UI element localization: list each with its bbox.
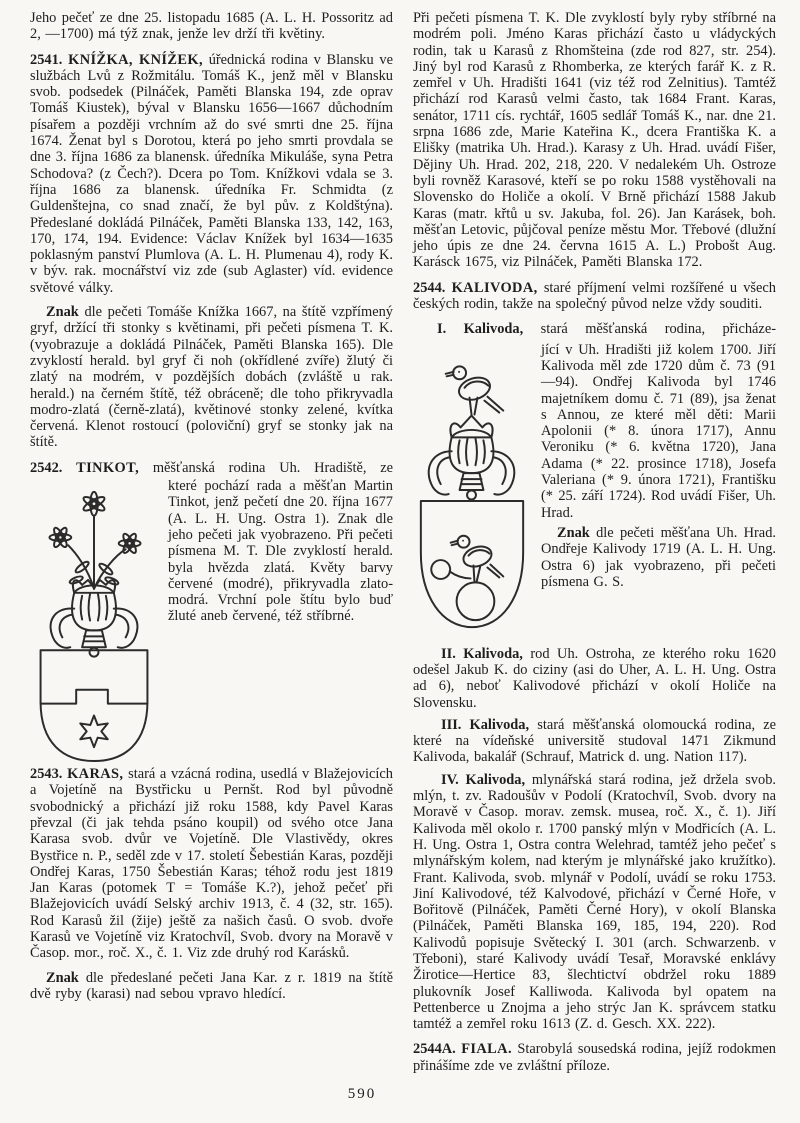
kalivoda-4 xyxy=(413,772,776,1033)
branch-body: jící v Uh. Hradišti již kolem 1700. Jiří Kalivoda měl zde 1720 dům č. 73 (91—94). Ondřej Kalivoda byl 1746 majetníkem domu č. 71 (89), jsa ženat s Annou, ze které měl děti: Marii Apolonii (* 8. února 1717), Annu Veroniku (* 6. května 1720), Jana Adama (* 22. prosince 1718), Josefa Valeriana (* 9. února 1721), Františku (* 25. září 1724). Rod uvádí Fišer, Uh. Hrad. xyxy=(541,341,776,521)
kalivoda-3 xyxy=(413,717,776,766)
znak-label: Znak xyxy=(46,969,79,986)
family-name: KARAS, xyxy=(67,766,124,783)
entry-2542-heading xyxy=(30,460,393,476)
entry-body: úřednická rodina v Blansku ve službách Lvů z Rožmitálu. Tomáš K., jenž měl v Blansku svob. podsedek (Pilnáček, Paměti Blanska 194, zde oprav Tomáš Kiustek), býval v Blansku 1656—1667 důchodním písařem a později vrchním až do své smrti dne 25. října 1674. Ženat byl s Dorotou, která po jeho smrti provdala se dne 3. října 1686 za blanensk. úředníka Mikuláše, syna Petra Schodova? (z Čech?). Dcera po Tom. Knížkovi vdala se 3. října 1686 za blanensk. úředníka Fr. Schmidta (z Guldenštejna, co snad značí, že byl pův. z Koldštýna). Předeslané dokládá Pilnáček, Paměti Blanska 133, 142, 163, 170, 174, 194. Evidence: Václav Knížek byl 1634—1635 poklasným panství Plumlova (A. L. H. Plumenau 4), rody K. v býv. rak. mocnářství viz zde (sub Aglaster) víd. evidence světové války. xyxy=(30,51,393,296)
znak-body: dle předeslané pečeti Jana Kar. z r. 1819 na štítě dvě ryby (karasi) nad sebou vpravo hledící. xyxy=(30,969,393,1002)
entry-number: 2544. xyxy=(413,279,446,296)
branch-lead: stará měšťanská rodina, přicháze- xyxy=(540,321,776,338)
entry-body: staré příjmení velmi rozšířené u všech českých rodin, takže na společný původ nelze vždy souditi. xyxy=(413,279,776,313)
kalivoda-2 xyxy=(413,646,776,711)
branch-body: mlynářská stará rodina, jež držela svob. mlýn, t. zv. Radoušův v Podolí (Kratochvíl, Svob. dvory na Moravě v Časop. morav. zemsk. musea, roč. X., č. 1). Jiří Kalivoda měl okolo r. 1700 panský mlýn v Modřicích (A. L. H. Ung. Ostra 1, Ostra contra Welehrad, tamtéž jeho pečeť s mlynářským kolem, nad kterým je mlynářské jako kružítko). Frant. Kalivoda, svob. mlynář v Podolí, uvádí se roku 1753. Jiní Kalivodové, též Kalvodové, přichází v Černé Hoře, v Bořitově (Pilnáček, Paměti Černé Hory), v okolí Blanska (Pilnáček, Paměti Blanska 169, 185, 194, 220). Rod Kalivodů popisuje Světecký I. 301 (arch. Schwarzenb. v Třeboni), staré Kalivody uvádí Tesař, Moravské enklávy Žirotice—Hertice 83, šlechtictví obdržel roku 1889 plukovník Josef Kalliwoda. Kalivoda byl opatem na Pettenberce u Znojma a jeho strýc Jan K. správcem statku tamtéž a zemřel roku 1613 (Z. d. Gesch. XX. 222). xyxy=(413,771,776,1033)
entry-body: stará a vzácná rodina, usedlá v Blažejovicích a Vojetíně na Bystřicku u Pernšt. Rod byl původně svobodnický a přichází již roku 1588, kdy Pavel Karas převzal (či jak tehda psáno koupil) od svého otce Jana Karasa svob. dvůr ve Vojetíně. Dle Vlastivědy, okres Bystřice n. P., seděl zde v 17. století Šebestián Karas, později Ondřej Karas, 1750 Šebestián Karas; téhož rodu jest 1819 Jan Karas (potomek T = Tomáše K.?), jehož pečeť při Blažejovicích uvádí Selský archiv 1913, č. 4 (32, str. 165). Rod Karasů žil (žije) ještě za našich časů. O svob. dvoře Karasů ve Vojetíně viz Kratochvíl, Svob. dvory na Moravě v Časop. mor., roč. X., č. 1. Viz zde druhý rod Karásků. xyxy=(30,766,393,962)
family-name: FIALA. xyxy=(461,1041,512,1058)
znak-body: dle pečeti měšťana Uh. Hrad. Ondřeje Kalivody 1719 (A. L. H. Ung. Ostra 6) jak vyobrazeno, při pečeti písmena G. S. xyxy=(541,524,776,590)
branch-body: stará měšťanská olomoucká rodina, ze které na vídeňské universitě studoval 1471 Zikmund Kalivoda, bakalář (Schrauf, Matrick d. ung. Nation 117). xyxy=(413,716,776,766)
entry-body: Starobylá sousedská rodina, jejíž rodokmen přinášíme zde ve zvláštní příloze. xyxy=(413,1041,776,1074)
znak-label: Znak xyxy=(46,304,79,321)
kalivoda-1-body xyxy=(413,342,776,590)
znak-paragraph-2543 xyxy=(30,970,393,1003)
left-column xyxy=(30,10,393,1074)
branch-label: III. Kalivoda, xyxy=(441,716,530,733)
family-name: KNÍŽKA, KNÍŽEK, xyxy=(68,51,203,68)
page-number: 590 xyxy=(347,1086,377,1102)
family-name: KALIVODA, xyxy=(451,279,538,296)
znak-label: Znak xyxy=(557,524,590,541)
entry-number: 2543. xyxy=(30,766,63,783)
entry-2544a xyxy=(413,1041,776,1074)
entry-number: 2544A. xyxy=(413,1041,456,1058)
branch-body: rod Uh. Ostroha, ze kterého roku 1620 odešel Jakub K. do ciziny (asi do Uher, A. L. H. Ung. Ostra ad 6), neboť Kalivodové přichází v okolí Holiče na Slovensku. xyxy=(413,645,776,711)
family-name: TINKOT, xyxy=(76,459,140,476)
entry-number: 2542. xyxy=(30,459,63,476)
branch-label: I. Kalivoda, xyxy=(437,321,524,338)
entry-2544 xyxy=(413,280,776,313)
tinkot-coat-of-arms-illustration xyxy=(30,482,158,764)
right-column xyxy=(413,10,776,1074)
kalivoda-arms-icon xyxy=(413,346,531,644)
paragraph-continuation: Jeho pečeť ze dne 25. listopadu 1685 (A. L. H. Possoritz ad 2, —1700) má týž znak, jenže lev drží tři květiny. xyxy=(30,10,393,43)
znak-body: dle pečeti Tomáše Knížka 1667, na štítě vzpřímený gryf, držící tři stonky s květinami, při pečeti písmena T. K. (vyobrazuje a dokládá Pilnáček, Paměti Blanska 165). Dle zvyklostí herald. byl gryf či noh (okřídlené zvíře) žlutý či zlatý na modrém, v pozdějších dobách (zvláště u rak. herald.) na černém štítě, též obráceně; dle toho přikryvadla modro-zlatá (černě-zlatá), květinové stonky zelené, kvítka červená. Klenot rostoucí (poloviční) gryf se stonky jak na štítě. xyxy=(30,304,393,451)
entry-number: 2541. xyxy=(30,51,63,68)
kalivoda-coat-of-arms-illustration xyxy=(413,346,531,644)
entry-2543-continuation: Při pečeti písmena T. K. Dle zvyklostí byly ryby stříbrné na modrém poli. Jméno Karas přichází často u vládyckých rodin, tak u Karasů z Rhomšteina (zde rod 827, str. 254). Jiný byl rod Karasů z Rhomberka, ze kterých farář K. z R. zemřel v Uh. Hradišti 1641 (viz též rod Zelnitius). Tamtéž přichází rod Karasů velmi často, tak 1684 Frant. Karas, senátor, 1711 cís. rychtář, 1605 sedlář Tomáš K., nar. dne 21. srpna 1686 zde, Marie Kateřina K., dcera Františka K. a Elišky (matrika Uh. Hrad.). Karasy z Uh. Hrad. uvádí Fišer, Dějiny Uh. Hrad. 202, 218, 220. V nedalekém Uh. Ostroze byli rovněž Karasové, kteří se po roku 1588 vystěhovali na Slovensko do Holiče a okolí. V Brně přichází 1588 Jakub Karas (matr. křtů u sv. Jakuba, fol. 26). Jan Karásek, boh. měšťan Letovic, půjčoval peníze městu Mor. Třebové (dlužní jeho úpis ze dne 24. června 1615 A. L.) Probošt Aug. Karásck 1675, viz Pilnáček, Paměti Blanska 172. xyxy=(413,10,776,271)
entry-lead: měšťanská rodina Uh. Hradiště, ze xyxy=(152,459,394,476)
entry-2541 xyxy=(30,52,393,296)
kalivoda-1-heading xyxy=(413,321,776,337)
branch-label: IV. Kalivoda, xyxy=(441,771,526,788)
branch-label: II. Kalivoda, xyxy=(441,645,523,662)
tinkot-arms-icon xyxy=(30,482,158,764)
entry-2543 xyxy=(30,766,393,962)
znak-paragraph-2541 xyxy=(30,304,393,451)
entry-2542-body xyxy=(30,478,393,625)
entry-body: které pochází rada a měšťan Martin Tinkot, jenž pečetí dne 20. října 1677 (A. L. H. Ung. Ostra 1). Znak dle jeho pečeti jak vyobrazeno. Při pečeti písmena M. T. Dle zvyklostí herald. byla hvězda zlatá. Květy barvy červené (modré), přikryvadla zlato-modrá. Vrchní pole štítu bylo buď žluté aneb červené, též stříbrné. xyxy=(168,478,393,625)
